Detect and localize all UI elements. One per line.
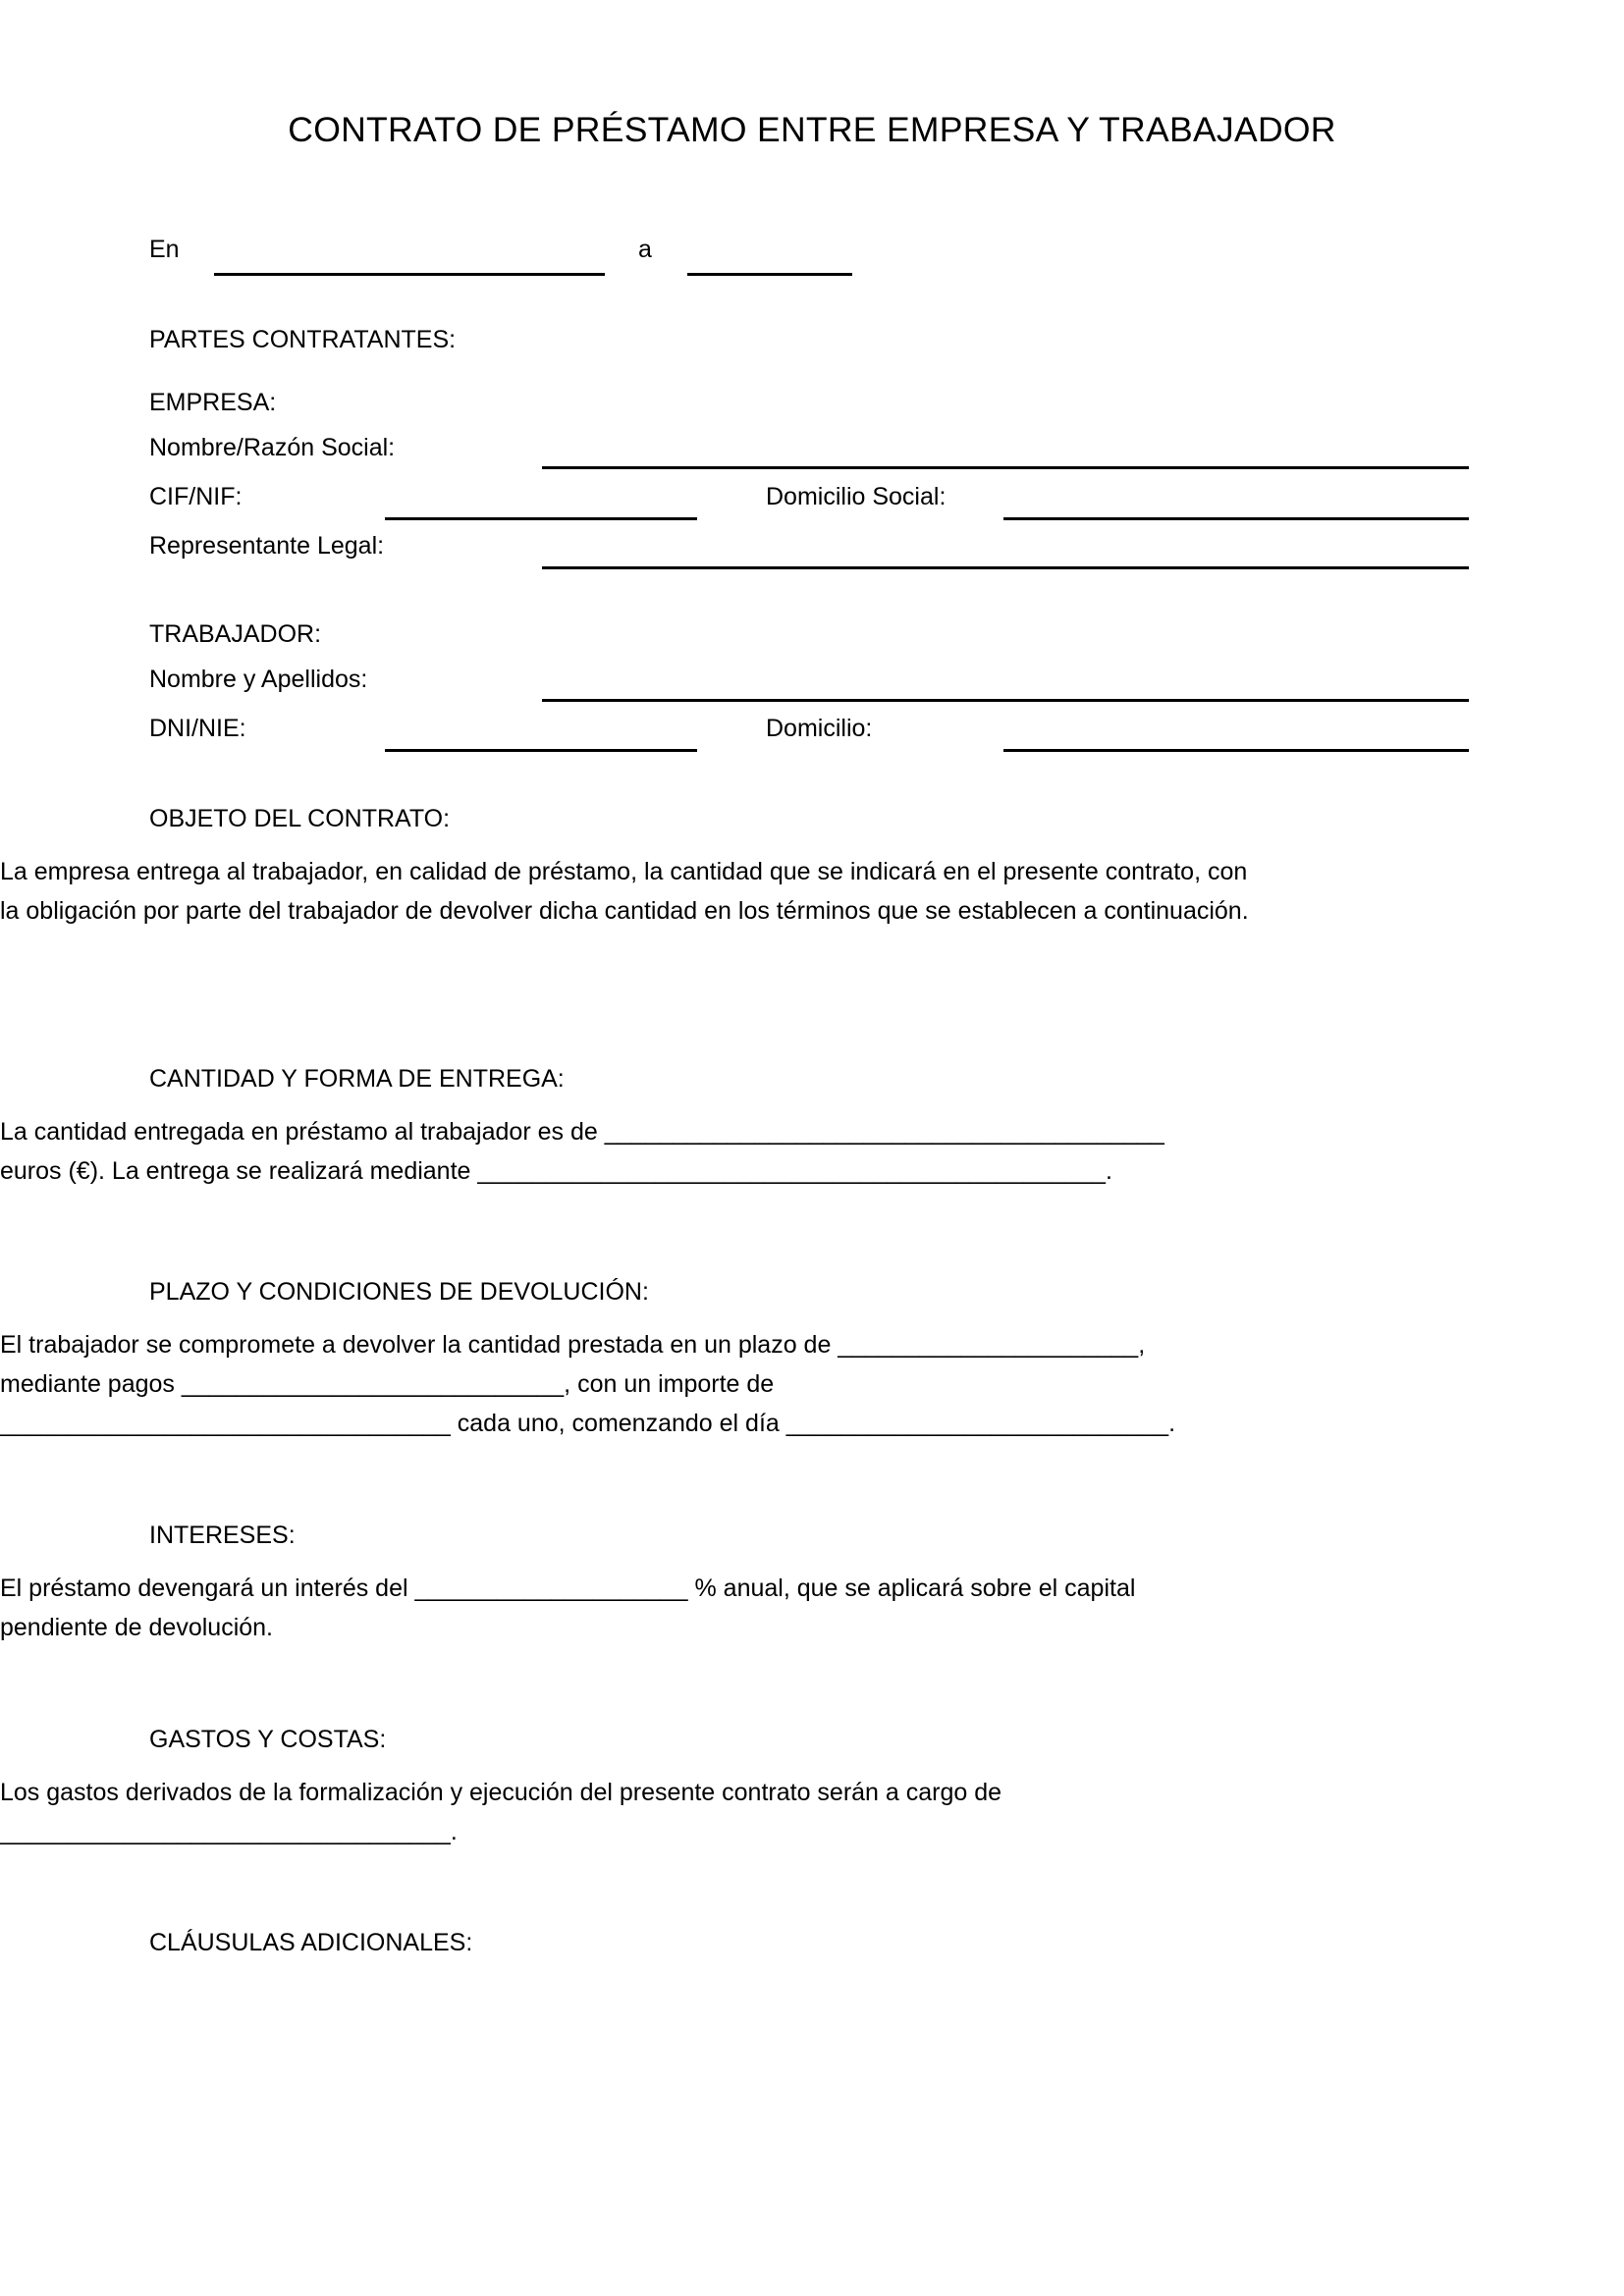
empresa-cif-label: CIF/NIF: [149,483,243,510]
subsection-heading-trabajador: TRABAJADOR: [149,620,322,648]
place-input-rule[interactable] [214,273,605,276]
cantidad-line1-text: La cantidad entregada en préstamo al trabajador es de [0,1118,605,1146]
cantidad-amount-blank[interactable]: _________________________________________ [604,1118,1164,1146]
gastos-line2-period: . [450,1818,458,1845]
section-heading-clausulas: CLÁUSULAS ADICIONALES: [149,1929,473,1956]
trabajador-dni-input-rule[interactable] [385,749,697,752]
cantidad-line2-text: euros (€). La entrega se realizará mediante [0,1157,478,1185]
intereses-line-1 [0,1569,1267,1608]
place-label: En [149,236,180,263]
section-heading-objeto: OBJETO DEL CONTRATO: [149,805,451,832]
plazo-line-1 [0,1325,1267,1364]
cantidad-method-blank[interactable]: ______________________________________________ [477,1157,1106,1185]
subsection-heading-empresa: EMPRESA: [149,389,277,416]
date-label: a [638,236,652,263]
section-heading-plazo: PLAZO Y CONDICIONES DE DEVOLUCIÓN: [149,1278,649,1306]
plazo-line3-text: cada uno, comenzando el día [450,1410,786,1437]
gastos-line-2 [0,1812,1267,1851]
plazo-term-blank[interactable]: ______________________ [838,1331,1139,1359]
intereses-line-2: pendiente de devolución. [0,1614,274,1641]
trabajador-nombre-input-rule[interactable] [542,699,1469,702]
plazo-startdate-blank[interactable]: ____________________________ [785,1410,1169,1437]
trabajador-nombre-label: Nombre y Apellidos: [149,666,368,693]
empresa-representante-label: Representante Legal: [149,532,385,560]
intereses-line1-text: El préstamo devengará un interés del [0,1575,415,1602]
cantidad-line-1 [0,1112,1267,1151]
empresa-nombre-label: Nombre/Razón Social: [149,434,396,461]
gastos-payer-blank[interactable]: _________________________________ [0,1818,451,1845]
gastos-line-1: Los gastos derivados de la formalización y ejecución del presente contrato serán a cargo de [0,1779,1002,1806]
trabajador-domicilio-input-rule[interactable] [1003,749,1469,752]
date-input-rule[interactable] [687,273,852,276]
plazo-line1-text: El trabajador se compromete a devolver la cantidad prestada en un plazo de [0,1331,839,1359]
empresa-domicilio-input-rule[interactable] [1003,517,1469,520]
section-heading-cantidad: CANTIDAD Y FORMA DE ENTREGA: [149,1065,565,1093]
section-heading-gastos: GASTOS Y COSTAS: [149,1726,387,1753]
trabajador-dni-label: DNI/NIE: [149,715,246,742]
plazo-installment-blank[interactable]: _________________________________ [0,1410,451,1437]
empresa-cif-input-rule[interactable] [385,517,697,520]
cantidad-line2-period: . [1105,1157,1112,1185]
cantidad-line-2 [0,1151,1267,1191]
plazo-line2-text: mediante pagos [0,1370,182,1398]
plazo-line2-text-tail: , con un importe de [564,1370,775,1398]
plazo-line1-comma: , [1138,1331,1146,1359]
plazo-payments-blank[interactable]: ____________________________ [181,1370,565,1398]
intereses-line1-text-tail: % anual, que se aplicará sobre el capital [687,1575,1136,1602]
page-title: CONTRATO DE PRÉSTAMO ENTRE EMPRESA Y TRABAJADOR [288,110,1336,149]
trabajador-domicilio-label: Domicilio: [766,715,873,742]
empresa-representante-input-rule[interactable] [542,566,1469,569]
empresa-domicilio-label: Domicilio Social: [766,483,947,510]
section-heading-intereses: INTERESES: [149,1522,296,1549]
section-heading-partes: PARTES CONTRATANTES: [149,326,457,353]
intereses-rate-blank[interactable]: ____________________ [414,1575,688,1602]
objeto-body-text: La empresa entrega al trabajador, en calidad de préstamo, la cantidad que se indicará en el presente contrato, con la obligación por parte del trabajador de devolver dicha cantidad en los términos que se establecen a continuación. [0,858,1249,925]
plazo-line3-period: . [1168,1410,1176,1437]
plazo-line-3 [0,1404,1267,1443]
plazo-line-2 [0,1364,1267,1404]
empresa-nombre-input-rule[interactable] [542,466,1469,469]
